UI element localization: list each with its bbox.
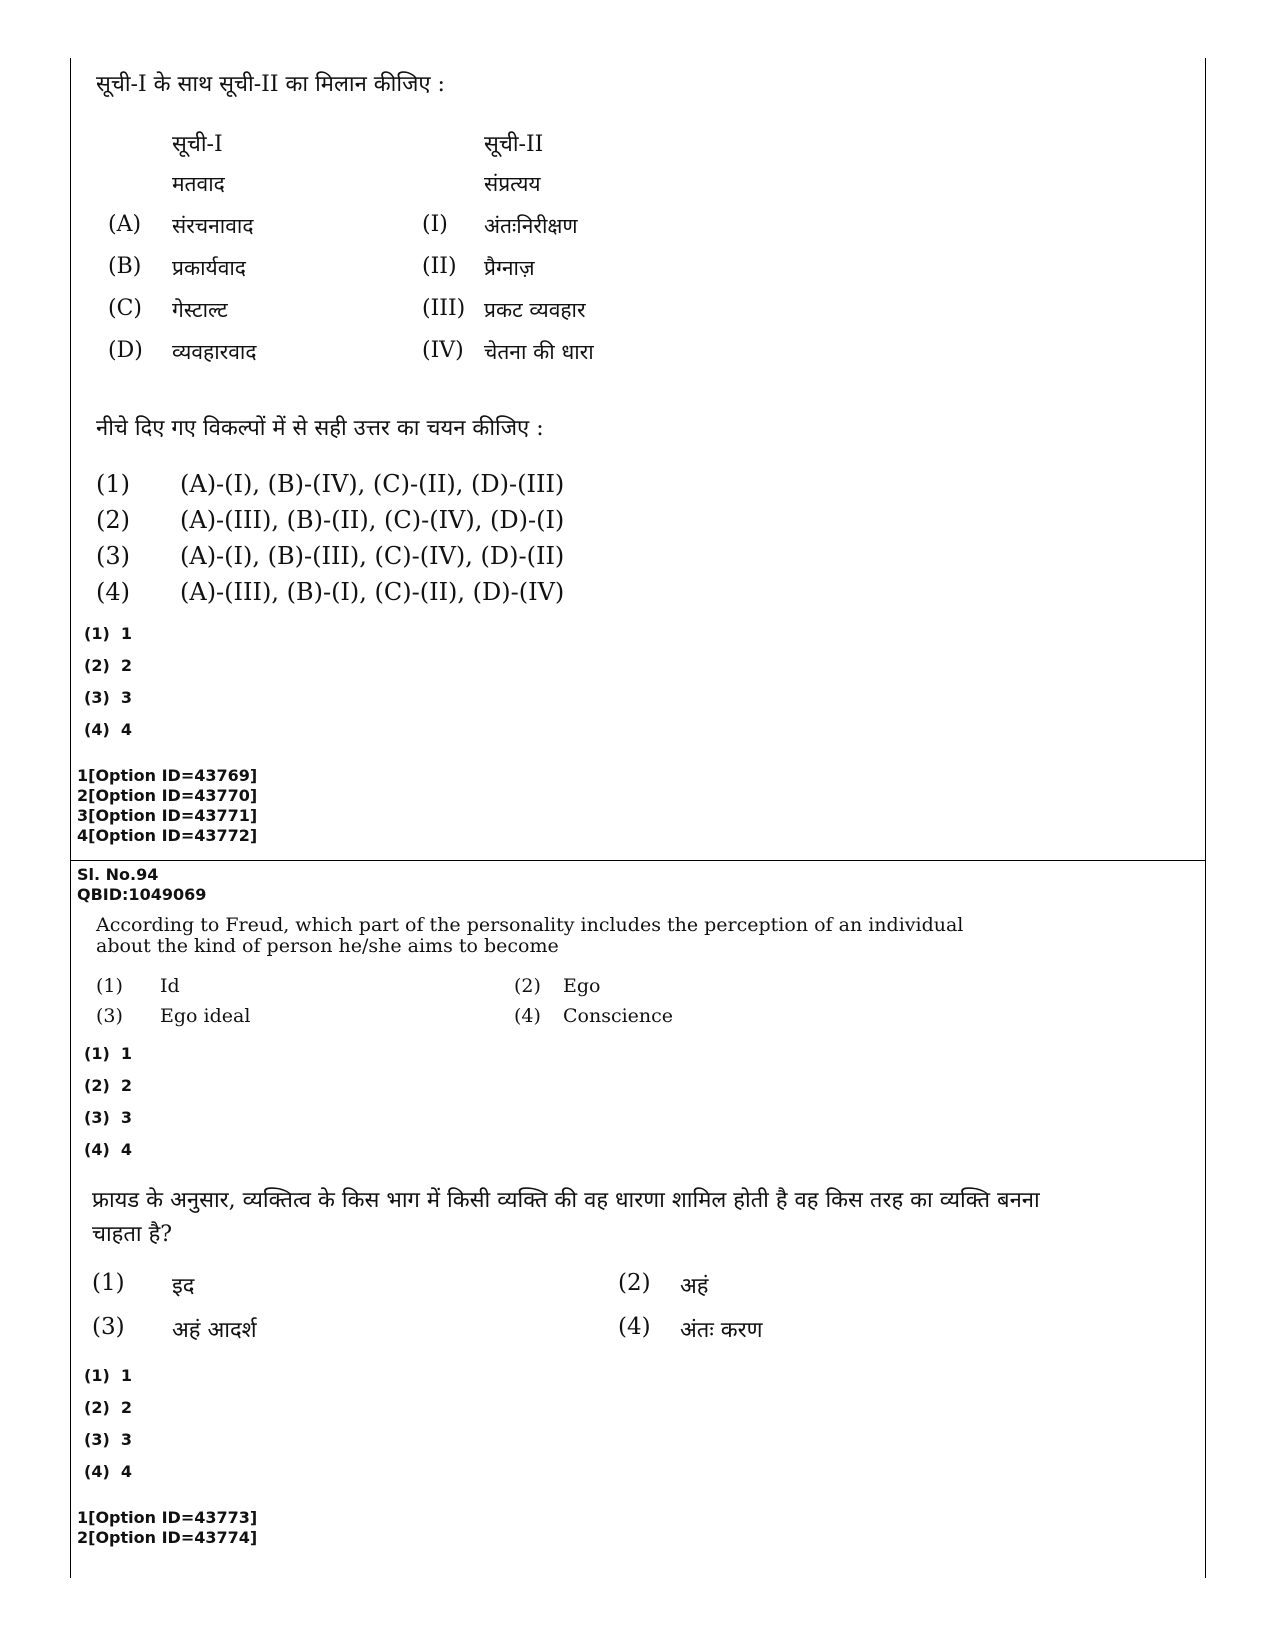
choice-text: (A)-(I), (B)-(IV), (C)-(II), (D)-(III) <box>180 470 565 498</box>
row-label-c: (C) <box>108 296 142 321</box>
row-concept-iii: प्रकट व्यवहार <box>484 298 586 322</box>
row-label-iii: (III) <box>422 296 466 321</box>
answer-option: (1) 1 <box>84 624 133 643</box>
english-question-cont: about the kind of person he/she aims to become <box>96 935 559 957</box>
row-concept-iv: चेतना की धारा <box>484 340 594 364</box>
serial-number: Sl. No.94 <box>77 865 159 884</box>
answer-option: (4) 4 <box>84 1462 133 1481</box>
row-label-i: (I) <box>422 212 448 237</box>
choice-number: (1) <box>96 470 130 498</box>
hi-option-text: अंतः करण <box>680 1318 763 1343</box>
list2-subheader: संप्रत्यय <box>484 172 541 196</box>
row-concept-ii: प्रैग्नाज़ <box>484 256 535 280</box>
en-option-text: Id <box>160 975 180 997</box>
answer-option: (2) 2 <box>84 1398 133 1417</box>
option-id: 1[Option ID=43769] <box>77 766 258 785</box>
choice-text: (A)-(III), (B)-(I), (C)-(II), (D)-(IV) <box>180 578 565 606</box>
row-concept-i: अंतःनिरीक्षण <box>484 214 578 238</box>
row-label-d: (D) <box>108 338 143 363</box>
en-option-number: (4) <box>514 1005 541 1027</box>
hi-option-text: इद <box>172 1274 195 1299</box>
option-id: 2[Option ID=43770] <box>77 786 258 805</box>
answer-option: (4) 4 <box>84 1140 133 1159</box>
answer-option: (2) 2 <box>84 656 133 675</box>
en-option-text: Ego ideal <box>160 1005 251 1027</box>
option-id: 1[Option ID=43773] <box>77 1508 258 1527</box>
en-option-number: (3) <box>96 1005 123 1027</box>
row-label-b: (B) <box>108 254 142 279</box>
hindi-question: फ्रायड के अनुसार, व्यक्तित्व के किस भाग में किसी व्यक्ति की वह धारणा शामिल होती है वह किस तरह का व्यक्ति बनना <box>92 1188 1040 1213</box>
en-option-number: (1) <box>96 975 123 997</box>
choose-instruction: नीचे दिए गए विकल्पों में से सही उत्तर का चयन कीजिए : <box>96 416 544 441</box>
list2-header: सूची-II <box>484 132 544 157</box>
row-label-ii: (II) <box>422 254 457 279</box>
row-term-a: संरचनावाद <box>172 214 254 238</box>
hi-option-number: (3) <box>92 1314 125 1340</box>
hi-option-text: अहं आदर्श <box>172 1318 257 1343</box>
hindi-question-cont: चाहता है? <box>92 1222 173 1247</box>
row-term-b: प्रकार्यवाद <box>172 256 246 280</box>
choice-text: (A)-(I), (B)-(III), (C)-(IV), (D)-(II) <box>180 542 565 570</box>
qbid: QBID:1049069 <box>77 885 207 904</box>
choice-number: (3) <box>96 542 130 570</box>
option-id: 2[Option ID=43774] <box>77 1528 258 1547</box>
hi-option-number: (4) <box>618 1314 651 1340</box>
hi-option-number: (1) <box>92 1270 125 1296</box>
match-instruction: सूची-I के साथ सूची-II का मिलान कीजिए : <box>96 72 445 97</box>
option-id: 4[Option ID=43772] <box>77 826 258 845</box>
hi-option-text: अहं <box>680 1274 709 1299</box>
question-divider <box>70 860 1205 861</box>
en-option-number: (2) <box>514 975 541 997</box>
answer-option: (2) 2 <box>84 1076 133 1095</box>
english-question: According to Freud, which part of the personality includes the perception of an individual <box>96 914 964 936</box>
row-term-d: व्यवहारवाद <box>172 340 257 364</box>
list1-header: सूची-I <box>172 132 223 157</box>
choice-number: (2) <box>96 506 130 534</box>
option-id: 3[Option ID=43771] <box>77 806 258 825</box>
answer-option: (1) 1 <box>84 1366 133 1385</box>
answer-option: (3) 3 <box>84 1430 133 1449</box>
choice-text: (A)-(III), (B)-(II), (C)-(IV), (D)-(I) <box>180 506 565 534</box>
row-label-iv: (IV) <box>422 338 464 363</box>
answer-option: (4) 4 <box>84 720 133 739</box>
answer-option: (3) 3 <box>84 688 133 707</box>
answer-option: (3) 3 <box>84 1108 133 1127</box>
choice-number: (4) <box>96 578 130 606</box>
en-option-text: Ego <box>563 975 601 997</box>
row-label-a: (A) <box>108 212 142 237</box>
en-option-text: Conscience <box>563 1005 674 1027</box>
row-term-c: गेस्टाल्ट <box>172 298 228 322</box>
answer-option: (1) 1 <box>84 1044 133 1063</box>
list1-subheader: मतवाद <box>172 172 225 196</box>
hi-option-number: (2) <box>618 1270 651 1296</box>
